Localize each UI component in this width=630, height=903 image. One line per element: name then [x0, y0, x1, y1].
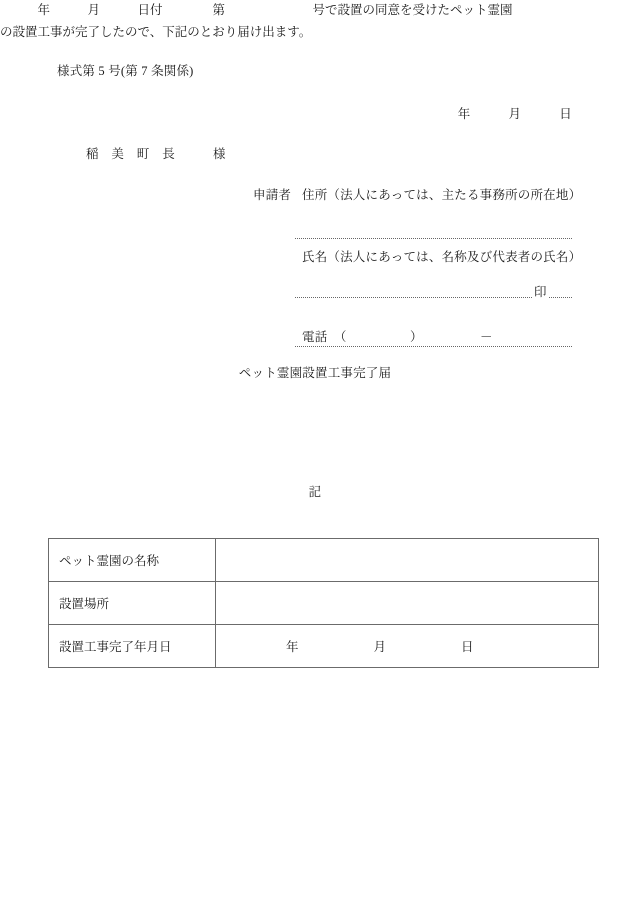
row-label-completion-date: 設置工事完了年月日 — [49, 625, 216, 668]
applicant-name-label: 氏名（法人にあっては、名称及び代表者の氏名） — [302, 250, 582, 264]
body-paragraph: 年 月 日付 第 号で設置の同意を受けたペット霊園の設置工事が完了したので、下記のとおり届け出ます。 — [0, 3, 513, 39]
applicant-section-label: 申請者 — [253, 188, 292, 202]
applicant-address-rule — [295, 238, 572, 239]
document-title: ペット霊園設置工事完了届 — [238, 366, 392, 380]
details-table-body — [49, 539, 599, 668]
seal-mark: 印 — [533, 282, 548, 300]
applicant-name-rule — [295, 297, 572, 298]
applicant-phone-rule — [295, 346, 572, 347]
row-label-location: 設置場所 — [49, 582, 216, 625]
ki-marker: 記 — [308, 485, 322, 499]
row-value-location[interactable] — [216, 582, 599, 625]
table-row — [49, 625, 599, 668]
form-number: 様式第 5 号(第 7 条関係) — [57, 64, 194, 78]
submission-date-line: 年 月 日 — [457, 107, 572, 121]
applicant-phone-label: 電話 （ ） － — [302, 330, 493, 344]
details-table — [48, 538, 599, 668]
row-label-cemetery-name: ペット霊園の名称 — [49, 539, 216, 582]
applicant-address-label: 住所（法人にあっては、主たる事務所の所在地） — [302, 188, 582, 202]
row-value-cemetery-name[interactable] — [216, 539, 599, 582]
table-row — [49, 539, 599, 582]
addressee-line: 稲 美 町 長 様 — [86, 147, 226, 161]
row-value-completion-date[interactable]: 年 月 日 — [216, 625, 599, 668]
table-row — [49, 582, 599, 625]
